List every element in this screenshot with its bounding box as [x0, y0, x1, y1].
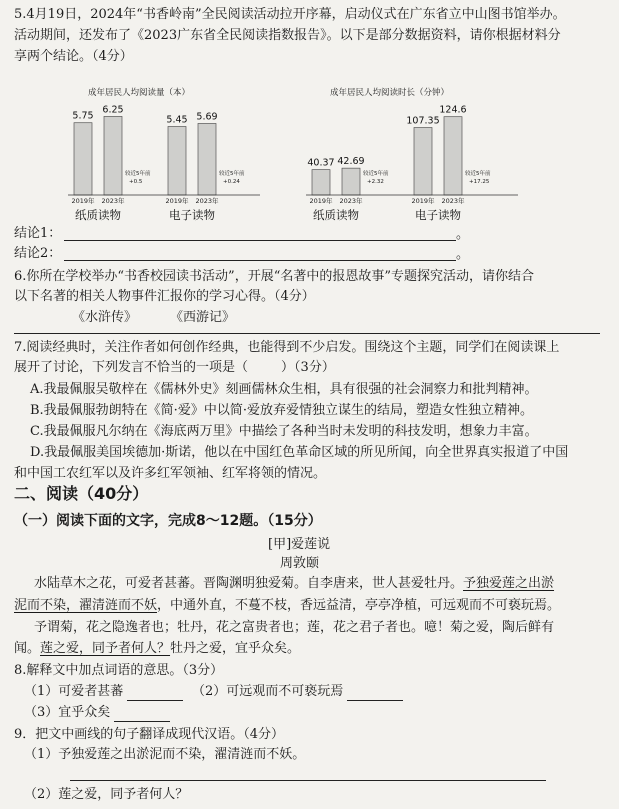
q8-item2-blank — [347, 686, 403, 701]
bar-category-label: 2019年 — [71, 197, 95, 205]
underlined-sentence-part2: 泥而不染，濯清涟而不妖 — [14, 598, 158, 613]
q7-option-a: A.我最佩服吴敬梓在《儒林外史》刻画儒林众生相，具有很强的社会洞察力和批判精神。 — [30, 382, 538, 397]
conclusion2-label: 结论2： — [14, 246, 62, 261]
change-note-value: +0.5 — [129, 179, 143, 185]
q8-item1-blank — [127, 686, 183, 701]
change-note-label: 较近5年前 — [219, 171, 245, 177]
conclusion1-answer-line — [64, 240, 456, 241]
q5-line3: 享两个结论。（4分） — [14, 49, 133, 64]
passage-p2-line1: 予谓菊，花之隐逸者也；牡丹，花之富贵者也；莲，花之君子者也。噫！菊之爱，陶后鲜有 — [34, 620, 555, 635]
bar-category-label: 2023年 — [441, 197, 465, 205]
change-note-value: +2.32 — [367, 179, 384, 185]
conclusion2-period: 。 — [456, 247, 470, 262]
q6-books: 《水浒传》 《西游记》 — [72, 310, 236, 325]
q7-option-d-line1: D.我最佩服美国埃德加·斯诺，他以在中国红色革命区域的所见所闻，向全世界真实报道了中国 — [30, 445, 569, 460]
chart-bar — [414, 128, 432, 195]
q9-item1: （1）予独爱莲之出淤泥而不染，濯清涟而不妖。 — [24, 747, 306, 762]
bar-value-label: 5.69 — [196, 111, 218, 123]
group-label: 电子读物 — [169, 208, 215, 222]
q9-item1-answer-line — [70, 780, 546, 781]
conclusion2-answer-line — [64, 260, 456, 261]
q6-line1: 6.你所在学校举办“书香校园读书活动”，开展“名著中的报恩故事”专题探究活动，请你结合 — [14, 269, 534, 284]
passage-author: 周敦颐 — [280, 556, 320, 571]
q5-line2: 活动期间，还发布了《2023广东省全民阅读指数报告》。以下是部分数据资料，请你根据材料分 — [14, 28, 561, 43]
group-label: 纸质读物 — [313, 208, 359, 222]
passage-p1-line2: 泥而不染，濯清涟而不妖，中通外直，不蔓不枝，香远益清，亭亭净植，可远观而不可亵玩焉。 — [14, 598, 561, 613]
change-note-value: +17.25 — [469, 179, 490, 185]
q8-item3-blank — [114, 707, 170, 722]
q7-option-b: B.我最佩服勃朗特在《简·爱》中以简·爱放弃爱情独立谋生的结局，塑造女性独立精神。 — [30, 403, 533, 418]
q9-item2: （2）莲之爱，同予者何人？ — [24, 787, 189, 802]
conclusion1-label: 结论1： — [14, 226, 62, 241]
bar-value-label: 5.75 — [72, 110, 94, 122]
bar-value-label: 42.69 — [337, 156, 365, 168]
reading-volume-chart — [60, 85, 300, 225]
underlined-sentence-2: 莲之爱，同予者何人？ — [40, 641, 171, 656]
chart-bar — [342, 168, 360, 195]
group-label: 纸质读物 — [75, 208, 121, 222]
q8-item3: （3）宜乎众矣 — [24, 704, 170, 722]
bar-value-label: 6.25 — [102, 104, 124, 116]
bar-category-label: 2023年 — [339, 197, 363, 205]
q7-line1: 7.阅读经典时，关注作者如何创作经典，也能得到不少启发。围绕这个主题，同学们在阅读课上 — [14, 340, 560, 355]
q6-answer-line — [14, 333, 600, 334]
chart-title: 成年居民人均阅读量（本） — [88, 88, 191, 98]
bar-category-label: 2019年 — [165, 197, 189, 205]
change-note-label: 较近5年前 — [125, 171, 151, 177]
conclusion1-period: 。 — [456, 227, 470, 242]
bar-value-label: 124.6 — [439, 104, 467, 116]
change-note-label: 较近5年前 — [363, 171, 389, 177]
chart-bar — [168, 126, 186, 195]
q6-line2: 以下名著的相关人物事件汇报你的学习心得。（4分） — [14, 289, 315, 304]
bar-category-label: 2023年 — [195, 197, 219, 205]
change-note-label: 较近5年前 — [465, 171, 491, 177]
passage-title: [甲]爱莲说 — [268, 537, 331, 552]
part-one-heading: （一）阅读下面的文字，完成8～12题。（15分） — [14, 513, 322, 529]
bar-category-label: 2019年 — [309, 197, 333, 205]
section-reading-heading: 二、阅读（40分） — [14, 484, 149, 503]
chart-bar — [74, 123, 92, 195]
q8-item2: （2）可远观而不可亵玩焉 — [192, 683, 403, 701]
bar-value-label: 5.45 — [166, 114, 188, 126]
chart-bar — [104, 116, 122, 195]
q8-item1: （1）可爱者甚蕃 — [24, 683, 183, 701]
underlined-sentence-part1: 予独爱莲之出淤 — [463, 576, 555, 591]
q7-option-c: C.我最佩服凡尔纳在《海底两万里》中描绘了各种当时未发明的科技发明，想象力丰富。 — [30, 424, 538, 439]
passage-p1-line1: 水陆草木之花，可爱者甚蕃。晋陶渊明独爱菊。自李唐来，世人甚爱牡丹。予独爱莲之出淤 — [34, 576, 555, 591]
bar-category-label: 2023年 — [101, 197, 125, 205]
passage-p2-line2: 闻。莲之爱，同予者何人？牡丹之爱，宜乎众矣。 — [14, 641, 301, 656]
group-label: 电子读物 — [415, 208, 461, 222]
bar-value-label: 107.35 — [406, 115, 440, 127]
chart-bar — [312, 170, 330, 195]
q5-line1: 5.4月19日，2024年“书香岭南”全民阅读活动拉开序幕，启动仪式在广东省立中山图书馆举办。 — [14, 7, 566, 22]
reading-time-chart — [290, 85, 550, 225]
q9-stem: 9．把文中画线的句子翻译成现代汉语。（4分） — [14, 727, 285, 742]
bar-value-label: 40.37 — [307, 157, 335, 169]
q8-stem: 8.解释文中加点词语的意思。（3分） — [14, 663, 224, 678]
chart-bar — [444, 117, 462, 195]
q7-option-d-line2: 和中国工农红军以及许多红军领袖、红军将领的情况。 — [14, 466, 327, 481]
chart-title: 成年居民人均阅读时长（分钟） — [330, 88, 450, 98]
chart-bar — [198, 123, 216, 195]
bar-category-label: 2019年 — [411, 197, 435, 205]
change-note-value: +0.24 — [223, 179, 240, 185]
q7-line2: 展开了讨论，下列发言不恰当的一项是（ ）（3分） — [14, 360, 335, 375]
